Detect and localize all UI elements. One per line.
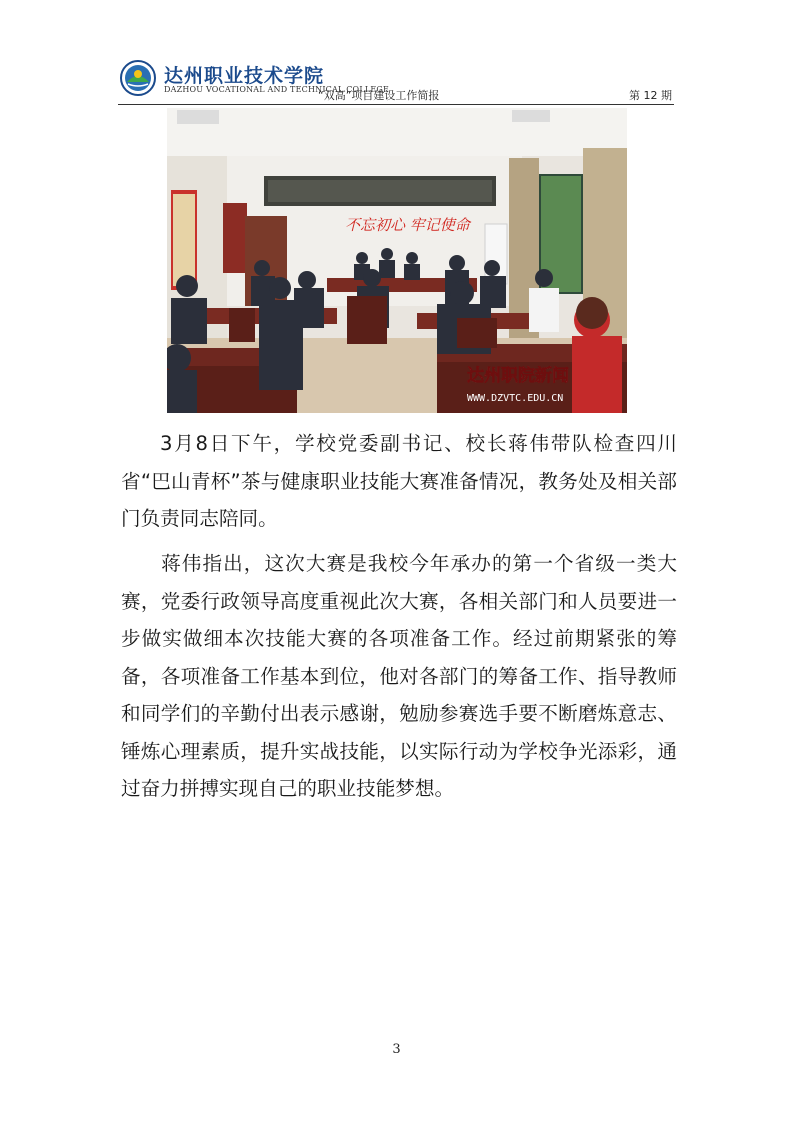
school-name-en: DAZHOU VOCATIONAL AND TECHNICAL COLLEGE xyxy=(164,85,390,94)
header-divider xyxy=(118,104,674,105)
page-header xyxy=(118,56,674,106)
watermark-title: 达州职院新闻 xyxy=(467,366,569,386)
paragraph-2-text: 蒋伟指出，这次大赛是我校今年承办的第一个省级一类大赛，党委行政领导高度重视此次大赛，各相关部门和人员要进一步做实做细本次技能大赛的各项准备工作。经过前期紧张的筹备，各项准备工作基本到位，他对各部门的筹备工作、指导教师和同学们的辛勤付出表示感谢，勉励参赛选手要不断磨炼意志、锤炼心理素质，提升实战技能，以实际行动为学校争光添彩，通过奋力拼搏实现自己的职业技能梦想。 xyxy=(121,552,677,800)
body-paragraph-1 xyxy=(121,425,677,538)
meeting-photo xyxy=(167,108,627,413)
school-logo-icon xyxy=(120,60,156,96)
page-number: 3 xyxy=(392,1042,401,1057)
paragraph-1-text: 3月8日下午，学校党委副书记、校长蒋伟带队检查四川省“巴山青杯”茶与健康职业技能大赛准备情况，教务处及相关部门负责同志陪同。 xyxy=(121,432,677,530)
body-paragraph-2 xyxy=(121,545,677,808)
watermark-url: WWW.DZVTC.EDU.CN xyxy=(467,393,564,404)
bulletin-title: “双高”项目建设工作简报 xyxy=(318,89,440,102)
wall-slogan: 不忘初心 牢记使命 xyxy=(345,216,470,234)
issue-number: 第 12 期 xyxy=(629,89,672,102)
school-name-cn: 达州职业技术学院 xyxy=(164,65,325,87)
